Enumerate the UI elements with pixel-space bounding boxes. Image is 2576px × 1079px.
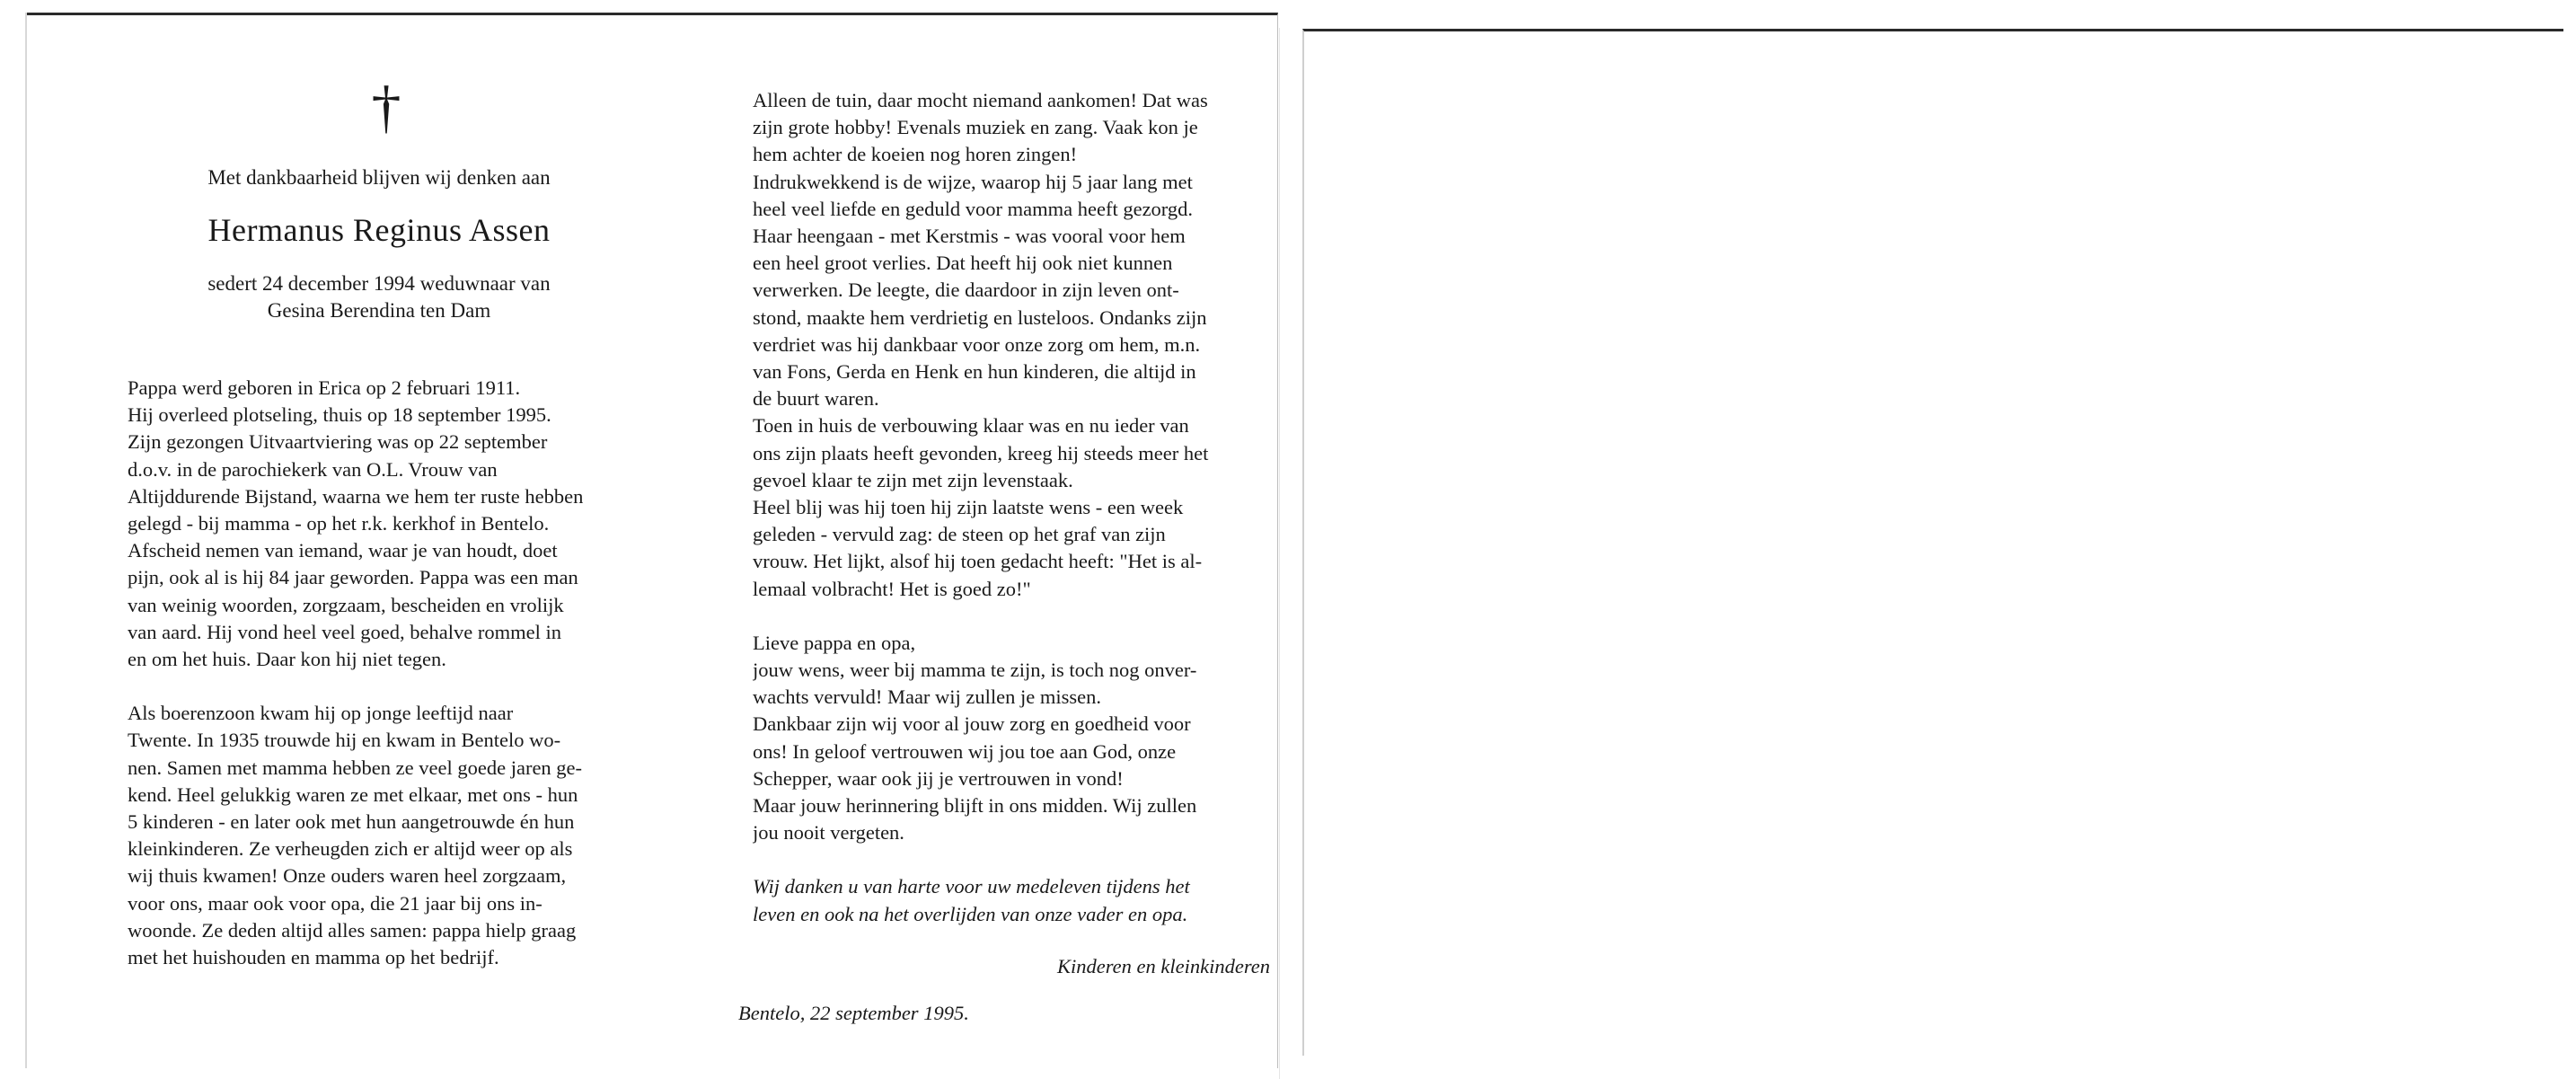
deceased-name: Hermanus Reginus Assen <box>207 212 551 248</box>
left-column <box>128 75 631 971</box>
memorial-paragraph-1: Alleen de tuin, daar mocht niemand aankomen! Dat was zijn grote hobby! Evenals muziek en zang. Vaak kon je hem achter de koeien nog horen zingen! Indrukwekkend is de wijze, waarop hij 5 jaar lang met heel veel liefde en geduld voor mamma heeft gezorgd. Haar heengaan - met Kerstmis - was vooral voor hem een heel groot verlies. Dat heeft hij ook niet kunnen verwerken. De leegte, die daardoor in zijn leven ont- stond, maakte hem verdrietig en lusteloos. Ondanks zijn verdriet was hij dankbaar voor onze zorg om hem, m.n. van Fons, Gerda en Henk en hun kinderen, die altijd in de buurt waren. Toen in huis de verbouwing klaar was en nu ieder van ons zijn plaats heeft gevonden, kreeg hij steeds meer het gevoel klaar te zijn met zijn levenstaak. Heel blij was hij toen hij zijn laatste wens - een week geleden - vervuld zag: de steen op het graf van zijn vrouw. Het lijkt, alsof hij toen gedacht heeft: "Het is al- lemaal volbracht! Het is goed zo!" <box>753 89 1209 600</box>
spouse-name: Gesina Berendina ten Dam <box>267 299 491 322</box>
card-blank-back <box>1302 29 2563 1056</box>
farewell-paragraph: Lieve pappa en opa, jouw wens, weer bij mamma te zijn, is toch nog onver- wachts vervuld! Maar wij zullen je missen. Dankbaar zijn wij voor al jouw zorg en goedheid voor ons! In geloof vertrouwen wij jou toe aan God, onze Schepper, waar ook jij je vertrouwen in vond! Maar jouw herinnering blijft in ons midden. Wij zullen jou nooit vergeten. <box>753 631 1197 845</box>
biography-paragraph-2: Als boerenzoon kwam hij op jonge leeftijd naar Twente. In 1935 trouwde hij en kwam in Bentelo wo- nen. Samen met mamma hebben ze veel goede jaren ge- kend. Heel gelukkig waren ze met elkaar, met ons - hun 5 kinderen - en later ook met hun aangetrouwde én hun kleinkinderen. Ze verheugden zich er altijd weer op als wij thuis kwamen! Onze ouders waren heel zorgzaam, voor ons, maar ook voor opa, die 21 jaar bij ons in- woonde. Ze deden altijd alles samen: pappa hielp graag met het huishouden en mamma op het bedrijf. <box>128 702 583 969</box>
card-inner-spread <box>27 13 1278 1068</box>
place-and-date: Bentelo, 22 september 1995. <box>738 1001 969 1024</box>
widower-line: sedert 24 december 1994 weduwnaar van <box>207 272 551 295</box>
signature: Kinderen en kleinkinderen <box>1057 954 1270 977</box>
fold-line <box>1279 28 1280 1079</box>
thanks-paragraph: Wij danken u van harte voor uw medeleven tijdens het leven en ook na het overlijden van onze vader en opa. <box>753 875 1190 925</box>
cross-icon: † <box>371 75 401 140</box>
biography-paragraph-1: Pappa werd geboren in Erica op 2 februari 1911. Hij overleed plotseling, thuis op 18 september 1995. Zijn gezongen Uitvaartviering was op 22 september d.o.v. in de parochiekerk van O.L. Vrouw van Altijddurende Bijstand, waarna we hem ter ruste hebben gelegd - bij mamma - op het r.k. kerkhof in Bentelo. Afscheid nemen van iemand, waar je van houdt, doet pijn, ook al is hij 84 jaar geworden. Pappa was een man van weinig woorden, zorgzaam, bescheiden en vrolijk van aard. Hij vond heel veel goed, behalve rommel in en om het huis. Daar kon hij niet tegen. <box>128 376 584 671</box>
right-column <box>738 87 1270 1025</box>
intro-line: Met dankbaarheid blijven wij denken aan <box>207 166 551 189</box>
